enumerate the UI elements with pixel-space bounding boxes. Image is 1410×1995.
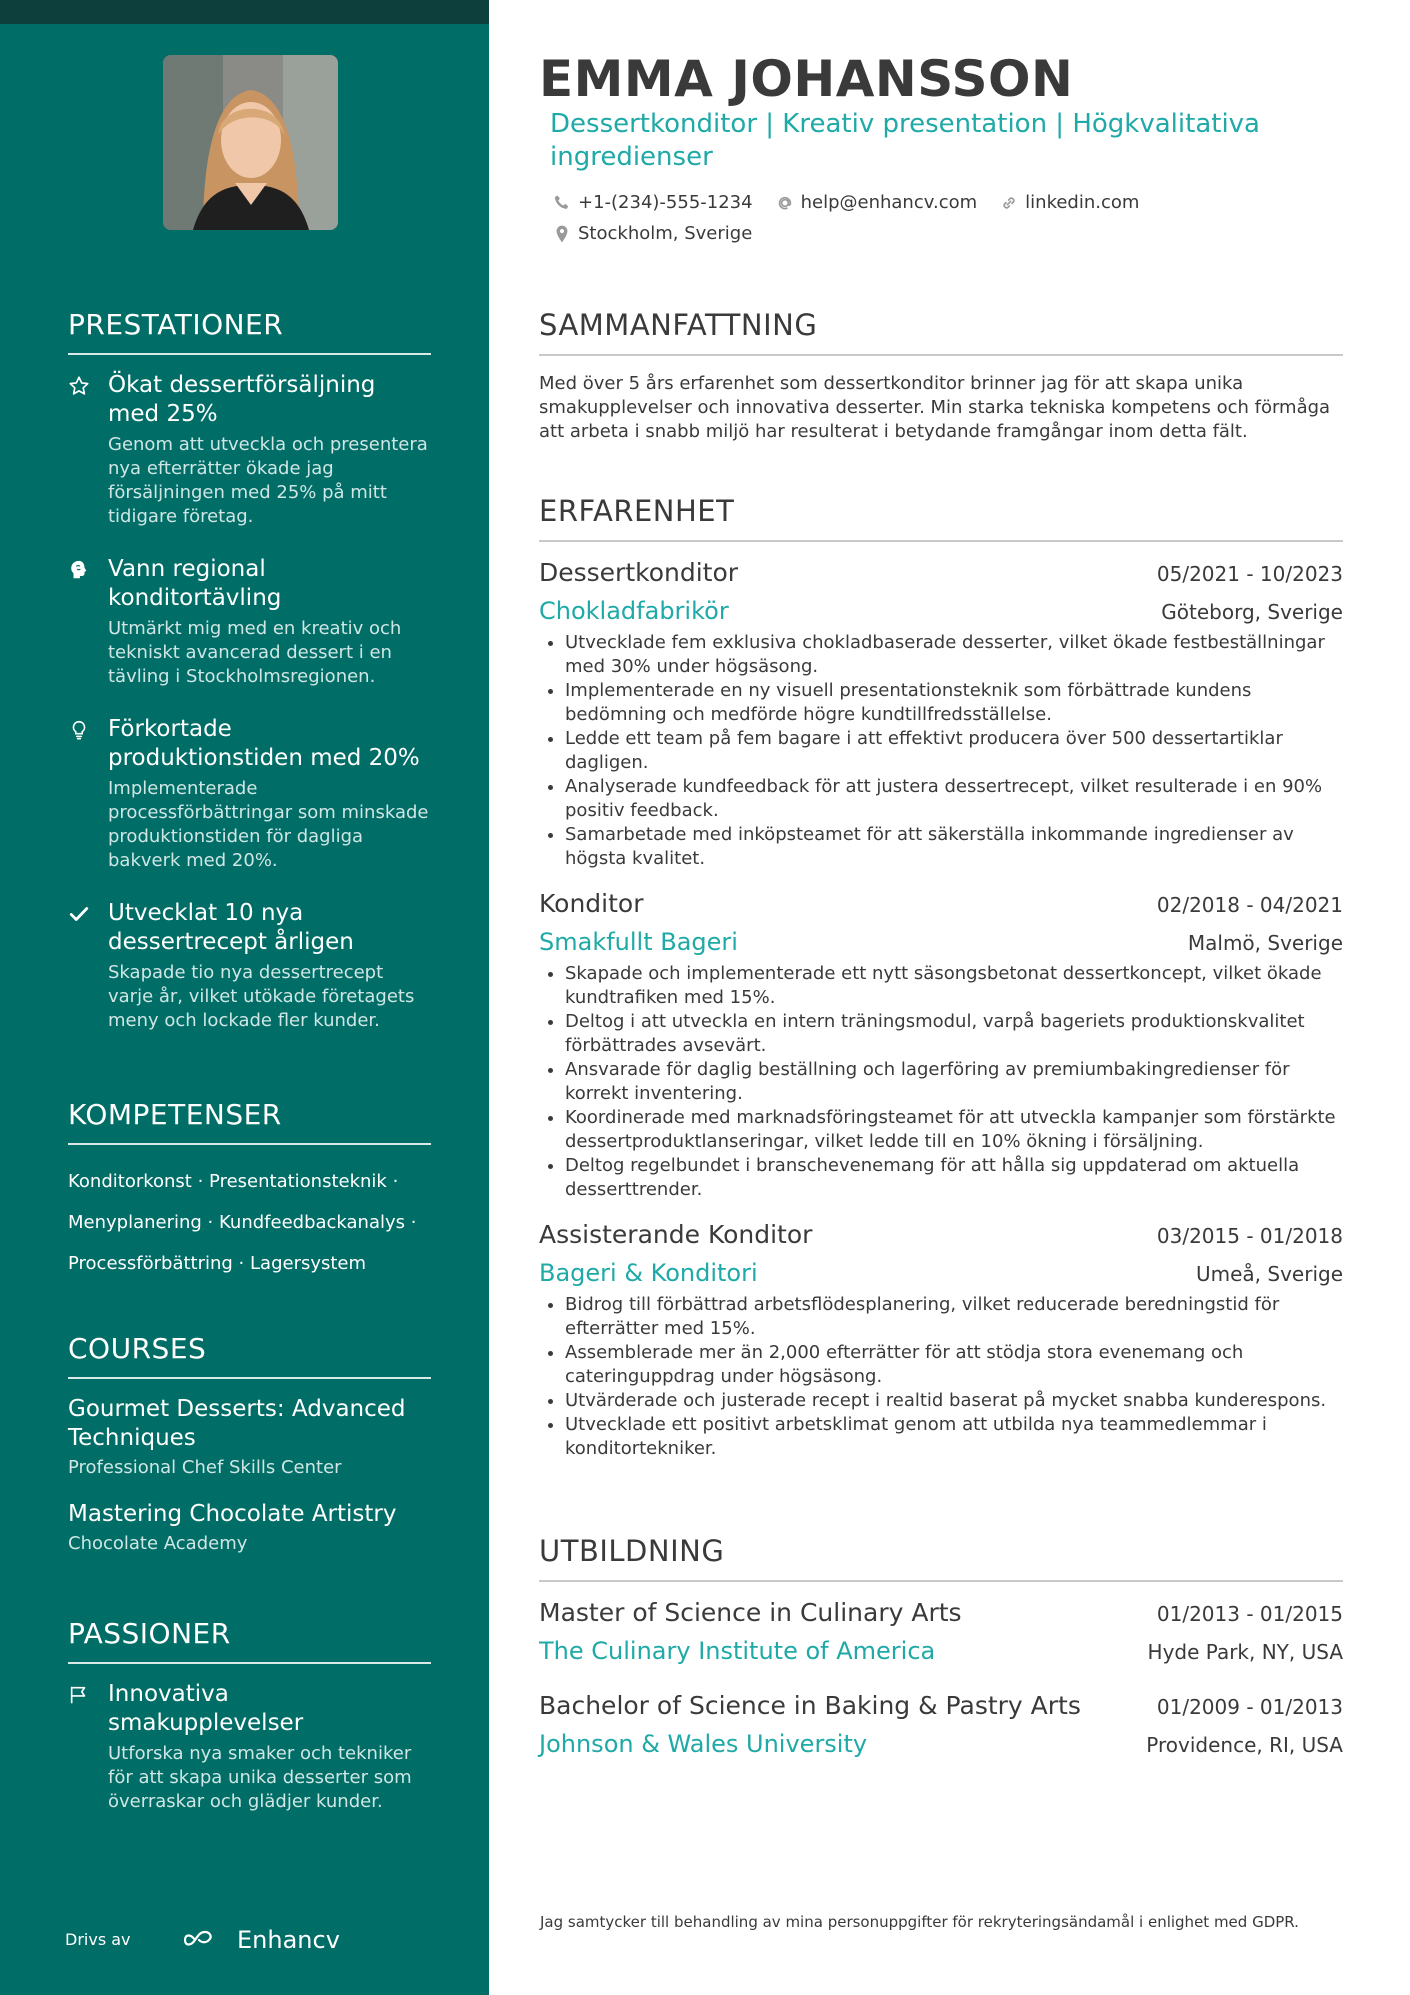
phone-icon [552, 193, 572, 213]
achievement-title: Ökat dessertförsäljning med 25% [108, 372, 376, 427]
contact-email[interactable]: help@enhancv.com [775, 192, 978, 213]
achievement-title: Utvecklat 10 nya dessertrecept årligen [108, 900, 354, 955]
bullet: • Deltog i att utveckla en intern träningsmodul, varpå bageriets produktionskvalitet förbättrades avsevärt. [565, 1010, 1343, 1058]
summary-section [539, 308, 1343, 444]
candidate-name: EMMA JOHANSSON [539, 50, 1074, 108]
course-provider: Professional Chef Skills Center [68, 1457, 342, 1478]
courses-title: COURSES [68, 1332, 431, 1379]
skills-title: KOMPETENSER [68, 1098, 431, 1145]
job-entry [539, 558, 1343, 871]
achievement-description: Implementerade processförbättringar som minskade produktionstiden för dagliga bakverk med 20%. [108, 778, 429, 871]
bullet: • Utvecklade fem exklusiva chokladbaserade desserter, vilket ökade festbeställningar med 30% under högsäsong. [565, 631, 1343, 679]
job-title: Assisterande Konditor [539, 1220, 813, 1249]
courses-section [68, 1332, 431, 1576]
location-pin-icon [552, 224, 572, 244]
bullet: • Skapade och implementerade ett nytt säsongsbetonat dessertkoncept, vilket ökade kundtrafiken med 15%. [565, 962, 1343, 1010]
education-location: Hyde Park, NY, USA [1147, 1640, 1343, 1664]
contact-phone: +1-(234)-555-1234 [552, 192, 753, 213]
gdpr-consent: Jag samtycker till behandling av mina personuppgifter för rekryteringsändamål i enlighet med GDPR. [540, 1913, 1299, 1931]
flag-icon [68, 1684, 90, 1706]
skills-line: Konditorkonst · Presentationsteknik · [68, 1171, 399, 1192]
job-company: Bageri & Konditori [539, 1259, 758, 1287]
lightbulb-icon [68, 719, 90, 741]
sidebar-top-bar [0, 0, 489, 24]
passion-title: Innovativa smakupplevelser [108, 1681, 304, 1736]
job-dates: 02/2018 - 04/2021 [1156, 893, 1343, 917]
school: Johnson & Wales University [539, 1730, 868, 1758]
education-entry [539, 1598, 1343, 1665]
job-title: Dessertkonditor [539, 558, 739, 587]
job-entry [539, 889, 1343, 1202]
passions-title: PASSIONER [68, 1617, 431, 1664]
bullet: • Ledde ett team på fem bagare i att effektivt producera över 500 dessertartiklar dagligen. [565, 727, 1343, 775]
education-dates: 01/2013 - 01/2015 [1156, 1602, 1343, 1626]
course-item [68, 1395, 431, 1478]
passions-section [68, 1617, 431, 1840]
course-provider: Chocolate Academy [68, 1533, 248, 1554]
skills-section [68, 1098, 431, 1284]
skills-line: Processförbättring · Lagersystem [68, 1253, 367, 1274]
contact-info [552, 192, 1312, 254]
job-location: Malmö, Sverige [1187, 931, 1343, 955]
job-dates: 05/2021 - 10/2023 [1156, 562, 1343, 586]
profile-photo [163, 55, 338, 230]
bullet: • Bidrog till förbättrad arbetsflödesplanering, vilket reducerade beredningstid för efterrätter med 15%. [565, 1293, 1343, 1341]
infinity-icon [183, 1929, 229, 1951]
achievement-description: Utmärkt mig med en kreativ och tekniskt avancerad dessert i en tävling i Stockholmsregionen. [108, 618, 402, 687]
bullet: • Utvärderade och justerade recept i realtid baserat på mycket snabba kunderespons. [565, 1389, 1343, 1413]
achievement-item [68, 555, 431, 689]
achievement-item [68, 371, 431, 529]
course-title: Gourmet Desserts: Advanced Techniques [68, 1396, 406, 1451]
star-icon [68, 375, 90, 397]
job-dates: 03/2015 - 01/2018 [1156, 1224, 1343, 1248]
achievements-section [68, 308, 431, 1059]
bullet: • Koordinerade med marknadsföringsteamet för att utveckla kampanjer som förstärkte dessertproduktlanseringar, vilket ledde till en 10% ökning i försäljning. [565, 1106, 1343, 1154]
bullet: • Ansvarade för daglig beställning och lagerföring av premiumbakingredienser för korrekt inventering. [565, 1058, 1343, 1106]
education-location: Providence, RI, USA [1146, 1733, 1343, 1757]
degree: Bachelor of Science in Baking & Pastry Arts [539, 1691, 1081, 1720]
education-section [539, 1534, 1343, 1784]
degree: Master of Science in Culinary Arts [539, 1598, 962, 1627]
bullet: • Deltog regelbundet i branschevenemang för att hålla sig uppdaterad om aktuella desserttrender. [565, 1154, 1343, 1202]
skills-line: Menyplanering · Kundfeedbackanalys · [68, 1212, 417, 1233]
education-dates: 01/2009 - 01/2013 [1156, 1695, 1343, 1719]
achievements-title: PRESTATIONER [68, 308, 431, 355]
passion-item [68, 1680, 431, 1814]
job-bullets [539, 1293, 1343, 1461]
job-bullets [539, 962, 1343, 1202]
link-icon [999, 193, 1019, 213]
contact-linkedin[interactable]: linkedin.com [999, 192, 1139, 213]
achievement-description: Genom att utveckla och presentera nya efterrätter ökade jag försäljningen med 25% på mitt tidigare företag. [108, 434, 428, 527]
bullet: • Utvecklade ett positivt arbetsklimat genom att utbilda nya teammedlemmar i konditortekniker. [565, 1413, 1343, 1461]
job-company: Chokladfabrikör [539, 597, 729, 625]
achievement-title: Förkortade produktionstiden med 20% [108, 716, 420, 771]
achievement-title: Vann regional konditortävling [108, 556, 282, 611]
enhancv-logo [183, 1926, 340, 1954]
achievement-item [68, 899, 431, 1033]
achievement-item [68, 715, 431, 873]
course-item [68, 1500, 431, 1554]
brain-icon [68, 559, 90, 581]
summary-title: SAMMANFATTNING [539, 308, 1343, 356]
job-bullets [539, 631, 1343, 871]
job-location: Umeå, Sverige [1195, 1262, 1343, 1286]
education-title: UTBILDNING [539, 1534, 1343, 1582]
experience-title: ERFARENHET [539, 494, 1343, 542]
powered-by-label: Drivs av [65, 1930, 131, 1949]
job-title: Konditor [539, 889, 644, 918]
school: The Culinary Institute of America [539, 1637, 936, 1665]
bullet: • Analyserade kundfeedback för att justera dessertrecept, vilket resulterade i en 90% positiv feedback. [565, 775, 1343, 823]
job-location: Göteborg, Sverige [1161, 600, 1343, 624]
contact-location: Stockholm, Sverige [552, 223, 752, 244]
job-entry [539, 1220, 1343, 1461]
bullet: • Samarbetade med inköpsteamet för att säkerställa inkommande ingredienser av högsta kvalitet. [565, 823, 1343, 871]
experience-section [539, 494, 1343, 1479]
education-entry [539, 1691, 1343, 1758]
headline: Dessertkonditor | Kreativ presentation | Högkvalitativa ingredienser [550, 109, 1260, 172]
bullet: • Assemblerade mer än 2,000 efterrätter för att stödja stora evenemang och cateringuppdrag under högsäsong. [565, 1341, 1343, 1389]
enhancv-logo-text: Enhancv [237, 1926, 340, 1954]
achievement-description: Skapade tio nya dessertrecept varje år, vilket utökade företagets meny och lockade fler kunder. [108, 962, 415, 1031]
at-icon [775, 193, 795, 213]
course-title: Mastering Chocolate Artistry [68, 1501, 397, 1527]
summary-text: Med över 5 års erfarenhet som dessertkonditor brinner jag för att skapa unika smakupplevelser och innovativa desserter. Min starka tekniska kompetens och förmåga att arbeta i snabb miljö har resulterat i betydande framgångar inom detta fält. [539, 373, 1331, 442]
bullet: • Implementerade en ny visuell presentationsteknik som förbättrade kundens bedömning och medförde högre kundtillfredsställelse. [565, 679, 1343, 727]
passion-description: Utforska nya smaker och tekniker för att skapa unika desserter som överraskar och glädjer kunder. [108, 1743, 412, 1812]
job-company: Smakfullt Bageri [539, 928, 738, 956]
sidebar [0, 0, 489, 1995]
check-icon [68, 903, 90, 925]
